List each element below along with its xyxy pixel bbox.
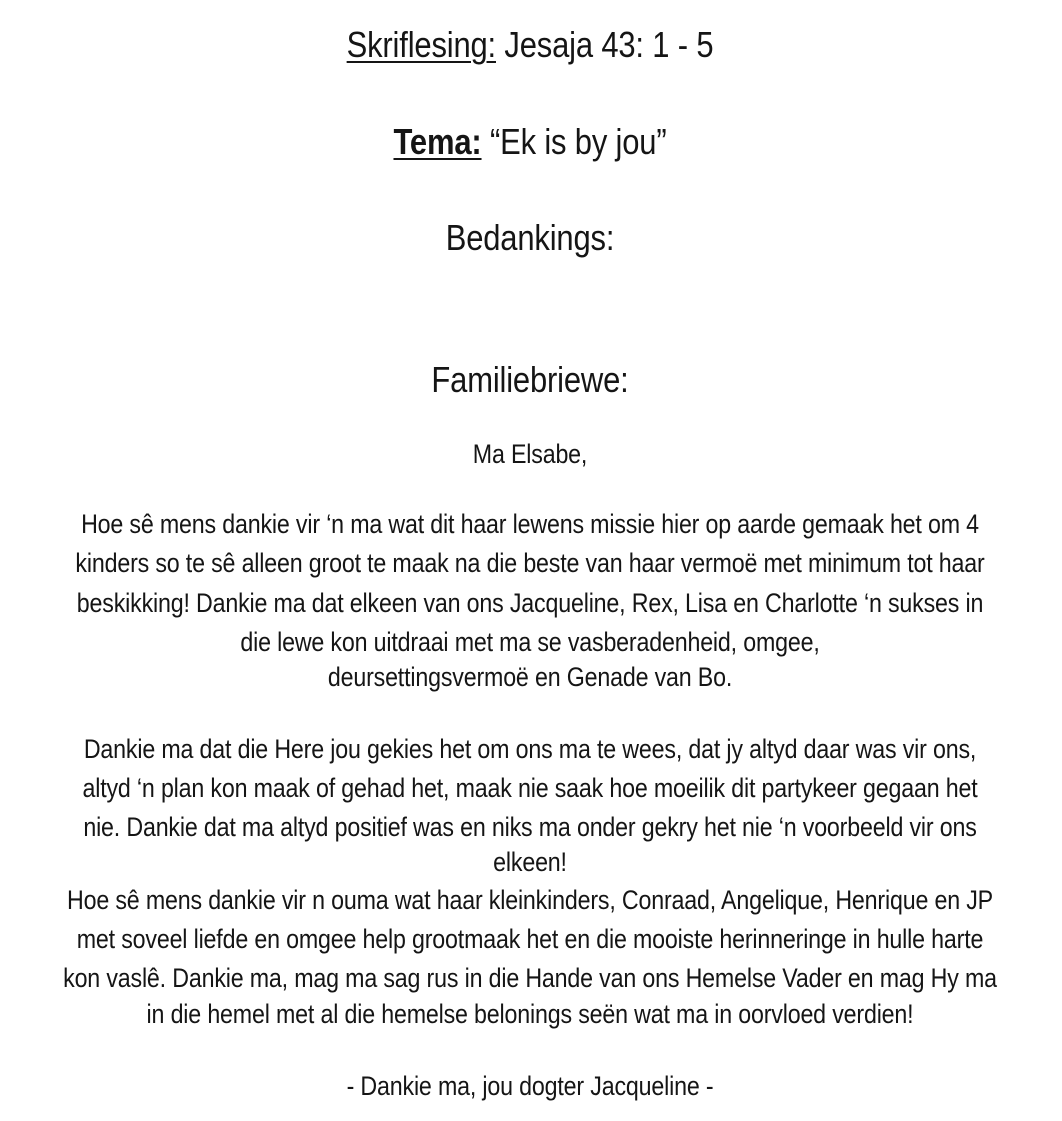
- letter-line: nie. Dankie dat ma altyd positief was en niks ma onder gekry het nie ‘n voorbeeld vir ons: [83, 812, 977, 842]
- scripture-reference: Jesaja 43: 1 - 5: [504, 24, 714, 65]
- letter-line: altyd ‘n plan kon maak of gehad het, maak nie saak hoe moeilik dit partykeer gegaan het: [82, 773, 978, 803]
- letter-line: met soveel liefde en omgee help grootmaak het en die mooiste herinneringe in hulle harte: [76, 924, 984, 954]
- letter-signoff: - Dankie ma, jou dogter Jacqueline -: [346, 1071, 714, 1101]
- letter-line: Dankie ma dat die Here jou gekies het om ons ma te wees, dat jy altyd daar was vir ons,: [83, 734, 977, 764]
- letter-line: elkeen!: [493, 847, 567, 877]
- letter-line: die lewe kon uitdraai met ma se vasberadenheid, omgee,: [240, 627, 820, 657]
- letter-line: kinders so te sê alleen groot te maak na die beste van haar vermoë met minimum tot haar: [75, 548, 985, 578]
- letter-line: beskikking! Dankie ma dat elkeen van ons Jacqueline, Rex, Lisa en Charlotte ‘n sukses in: [76, 588, 984, 618]
- theme-value: “Ek is by jou”: [489, 121, 667, 162]
- theme-label: Tema:: [393, 121, 482, 162]
- thanks-heading: Bedankings:: [445, 217, 615, 258]
- letter-line: Hoe sê mens dankie vir ‘n ma wat dit haar lewens missie hier op aarde gemaak het om 4: [81, 509, 979, 539]
- scripture-label: Skriflesing:: [346, 24, 496, 65]
- letter-line: in die hemel met al die hemelse belonings seën wat ma in oorvloed verdien!: [146, 999, 914, 1029]
- scripture-heading: [23, 25, 1038, 65]
- letter-line: kon vaslê. Dankie ma, mag ma sag rus in die Hande van ons Hemelse Vader en mag Hy ma: [63, 963, 997, 993]
- letter-line: Hoe sê mens dankie vir n ouma wat haar kleinkinders, Conraad, Angelique, Henrique en JP: [66, 885, 993, 915]
- letter-salutation: Ma Elsabe,: [472, 439, 588, 469]
- theme-heading: [23, 122, 1038, 162]
- letter-line: deursettingsvermoë en Genade van Bo.: [327, 662, 733, 692]
- letters-heading: Familiebriewe:: [431, 359, 629, 400]
